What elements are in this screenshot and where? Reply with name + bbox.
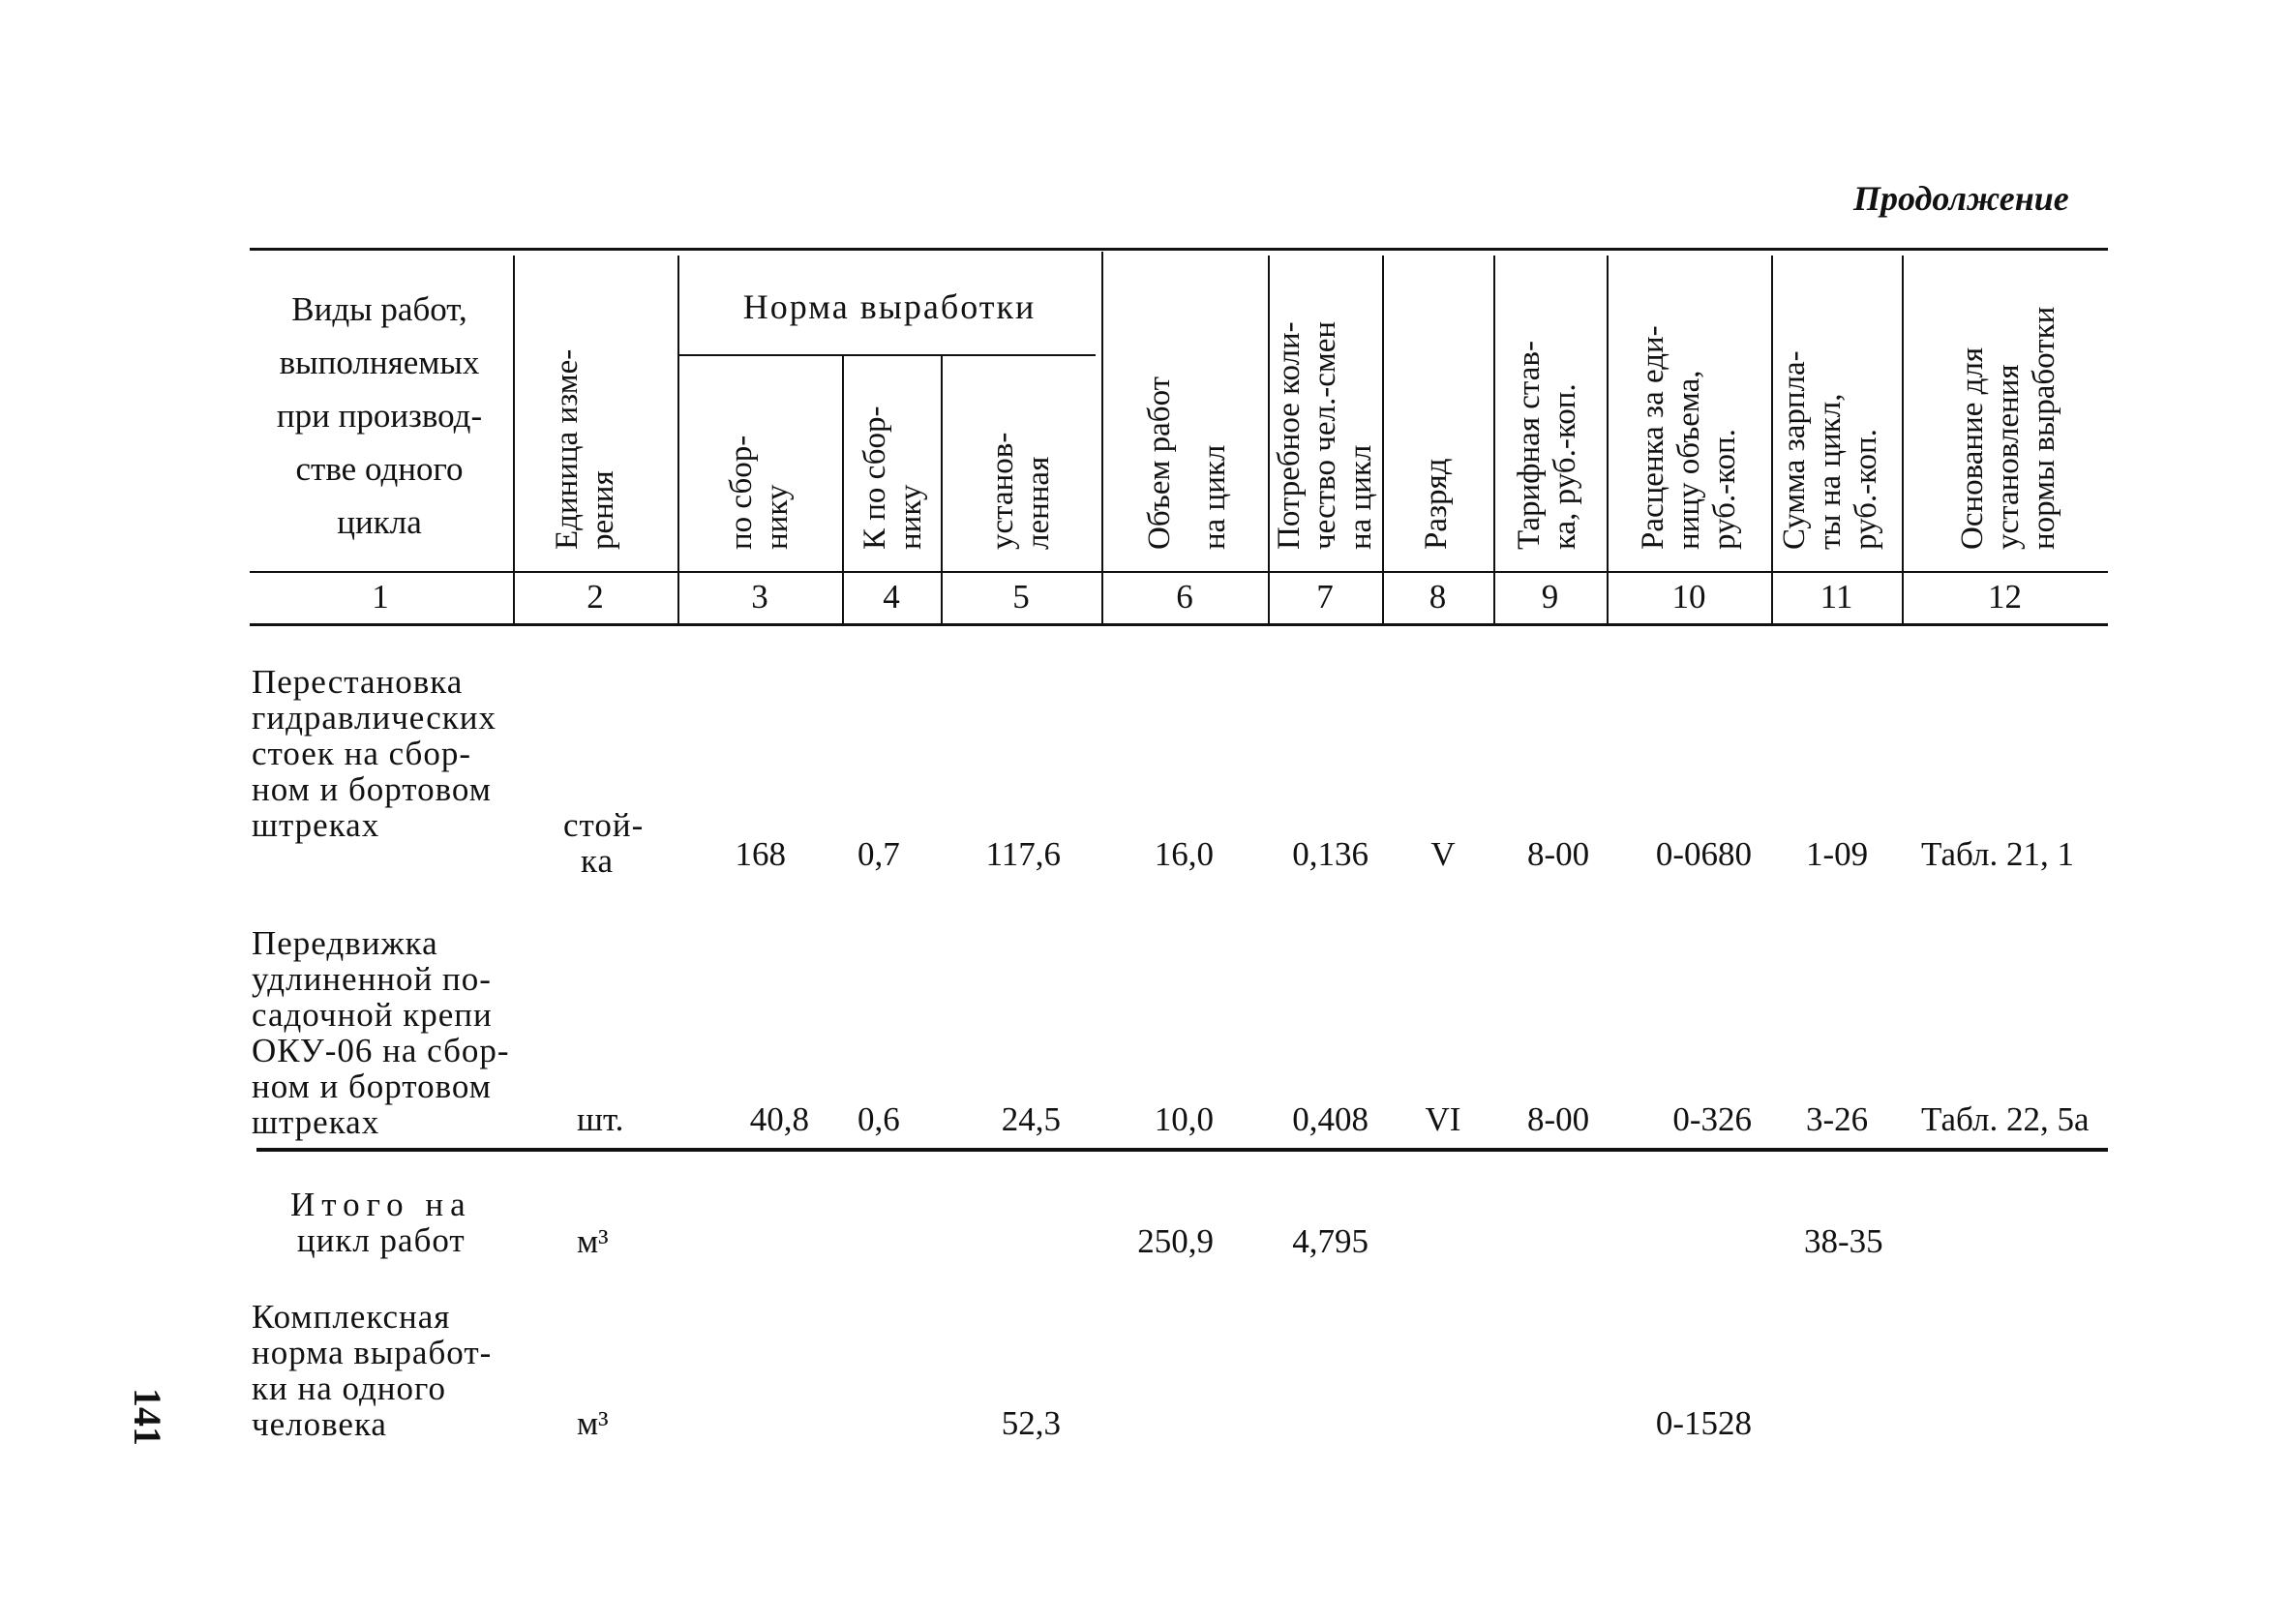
- row1-norm-collection: 168: [735, 835, 786, 873]
- table-top-rule: [250, 248, 2108, 251]
- row1-man-shifts: 0,136: [1292, 835, 1369, 873]
- row2-k: 0,6: [857, 1100, 900, 1138]
- total-label: [290, 1187, 472, 1258]
- row1-unit-line: стой-: [563, 806, 645, 844]
- col-number: 2: [587, 578, 604, 616]
- row2-grade: VI: [1425, 1100, 1461, 1138]
- col-divider-9: [1607, 256, 1609, 623]
- header-norm-group: Норма выработки: [742, 287, 1037, 326]
- col-divider-10: [1771, 256, 1773, 623]
- header-col6: [1142, 376, 1233, 550]
- header-col8-line: Разряд: [1419, 458, 1454, 550]
- col-number: 10: [1671, 578, 1706, 616]
- header-bottom-rule: [250, 571, 2108, 573]
- col-number: 12: [1988, 578, 2022, 616]
- row2-basis: Табл. 22, 5а: [1921, 1100, 2090, 1138]
- header-col5-line: установ-: [985, 432, 1020, 550]
- header-col12-line: Основание для: [1955, 346, 1990, 550]
- col-divider-6: [1268, 256, 1270, 623]
- header-col7: [1272, 321, 1379, 550]
- complex-label: [252, 1299, 492, 1442]
- col-number: 3: [751, 578, 768, 616]
- header-col1-line: цикла: [337, 503, 422, 541]
- complex-label-line: человека: [252, 1405, 387, 1443]
- col-number: 7: [1316, 578, 1334, 616]
- header-col12-line: установления: [1991, 364, 2026, 550]
- header-col7-line: чество чел.-смен: [1308, 320, 1342, 550]
- total-unit: м³: [577, 1222, 609, 1260]
- column-numbers-bottom-rule: [250, 623, 2108, 626]
- total-man-shifts: 4,795: [1292, 1222, 1369, 1260]
- row1-k: 0,7: [857, 835, 900, 873]
- header-col1-line: выполняемых: [279, 344, 480, 381]
- header-col3-line: нику: [760, 484, 795, 550]
- complex-label-line: ки на одного: [252, 1369, 447, 1407]
- row2-norm-set: 24,5: [1001, 1100, 1061, 1138]
- row2-work-line: удлиненной по-: [252, 960, 492, 998]
- header-col10-line: Расценка за еди-: [1636, 325, 1670, 550]
- row2-unit: шт.: [577, 1100, 624, 1138]
- complex-norm-set: 52,3: [1001, 1404, 1061, 1442]
- row2-tariff: 8-00: [1527, 1100, 1590, 1138]
- col-number: 4: [883, 578, 900, 616]
- total-sum: 38-35: [1804, 1222, 1883, 1260]
- header-col10-line: ницу объема,: [1671, 370, 1706, 550]
- complex-label-line: Комплексная: [252, 1298, 451, 1336]
- col-divider-7: [1382, 256, 1384, 623]
- row1-work: [252, 664, 496, 843]
- header-col11-line: ты на цикл,: [1813, 393, 1848, 550]
- header-col12: [1955, 307, 2062, 550]
- col-number: 9: [1541, 578, 1559, 616]
- header-col1: [250, 283, 509, 549]
- header-col2-line: рения: [586, 470, 620, 550]
- header-col4-line: нику: [893, 484, 928, 550]
- col-number: 8: [1429, 578, 1447, 616]
- col-divider-11: [1902, 256, 1904, 623]
- header-col2: [550, 349, 621, 550]
- col-divider-8: [1493, 256, 1495, 623]
- row2-work-line: садочной крепи: [252, 996, 493, 1034]
- complex-unit: м³: [577, 1404, 609, 1442]
- complex-label-line: норма выработ-: [252, 1334, 493, 1371]
- row1-volume: 16,0: [1154, 835, 1214, 873]
- header-col2-line: Единица изме-: [550, 348, 585, 550]
- header-col1-line: Виды работ,: [291, 290, 467, 328]
- header-col8: [1419, 458, 1455, 550]
- row2-volume: 10,0: [1154, 1100, 1214, 1138]
- row1-unit: [563, 807, 644, 879]
- row1-tariff: 8-00: [1527, 835, 1590, 873]
- row2-work: [252, 925, 510, 1140]
- row2-norm-collection: 40,8: [749, 1100, 809, 1138]
- header-col11: [1777, 350, 1884, 550]
- total-label-line: Итого на: [290, 1186, 472, 1223]
- header-col3-line: по сбор-: [724, 435, 759, 550]
- header-col7-line: Потребное коли-: [1272, 321, 1307, 550]
- header-col10-line: руб.-коп.: [1707, 429, 1742, 550]
- header-col11-line: руб.-коп.: [1849, 429, 1883, 550]
- header-col11-line: Сумма зарпла-: [1777, 350, 1812, 550]
- row1-unit-line: ка: [581, 842, 615, 880]
- row2-work-line: Передвижка: [252, 924, 438, 962]
- header-col1-line: стве одного: [295, 450, 464, 488]
- row2-work-line: ОКУ-06 на сбор-: [252, 1032, 510, 1069]
- row1-sum: 1-09: [1806, 835, 1869, 873]
- total-volume: 250,9: [1137, 1222, 1214, 1260]
- row1-work-line: ном и бортовом: [252, 770, 492, 808]
- header-col4: [857, 406, 929, 551]
- row1-rate: 0-0680: [1655, 835, 1752, 873]
- row1-norm-set: 117,6: [985, 835, 1061, 873]
- col-number: 5: [1012, 578, 1030, 616]
- row1-work-line: штреках: [252, 806, 380, 844]
- header-col9-line: Тарифная став-: [1512, 341, 1547, 550]
- page-number: 141: [126, 1388, 169, 1446]
- header-col4-line: К по сбор-: [857, 406, 892, 550]
- row1-work-line: гидравлических: [252, 699, 496, 737]
- col-divider-1: [513, 256, 515, 623]
- row1-work-line: Перестановка: [252, 663, 464, 701]
- header-col5: [985, 433, 1057, 550]
- row2-work-line: штреках: [252, 1103, 380, 1141]
- row1-work-line: стоек на сбор-: [252, 735, 472, 772]
- header-col12-line: нормы выработки: [2027, 306, 2061, 550]
- col-number: 1: [372, 578, 389, 616]
- col-number: 6: [1176, 578, 1193, 616]
- continuation-label: Продолжение: [1853, 179, 2069, 218]
- row2-rate: 0-326: [1672, 1100, 1752, 1138]
- col-number: 11: [1820, 578, 1853, 616]
- header-col7-line: на цикл: [1343, 444, 1378, 550]
- header-col3: [724, 436, 796, 550]
- row2-man-shifts: 0,408: [1292, 1100, 1369, 1138]
- header-col5-line: ленная: [1021, 456, 1056, 550]
- row1-grade: V: [1430, 835, 1456, 873]
- complex-rate: 0-1528: [1655, 1404, 1752, 1442]
- row1-basis: Табл. 21, 1: [1921, 835, 2074, 873]
- header-col6-line: на цикл: [1197, 444, 1232, 550]
- header-col1-line: при производ-: [276, 397, 483, 435]
- header-col9-line: ка, руб.-коп.: [1548, 383, 1582, 550]
- header-col10: [1636, 325, 1743, 550]
- total-label-line: цикл работ: [296, 1221, 466, 1259]
- row2-sum: 3-26: [1806, 1100, 1869, 1138]
- row2-work-line: ном и бортовом: [252, 1068, 492, 1105]
- norm-group-rule: [679, 354, 1096, 356]
- body-bottom-rule: [256, 1148, 2108, 1152]
- header-col9: [1512, 341, 1583, 550]
- col-divider-5: [1101, 252, 1103, 623]
- header-col6-line: Объем работ: [1142, 376, 1177, 550]
